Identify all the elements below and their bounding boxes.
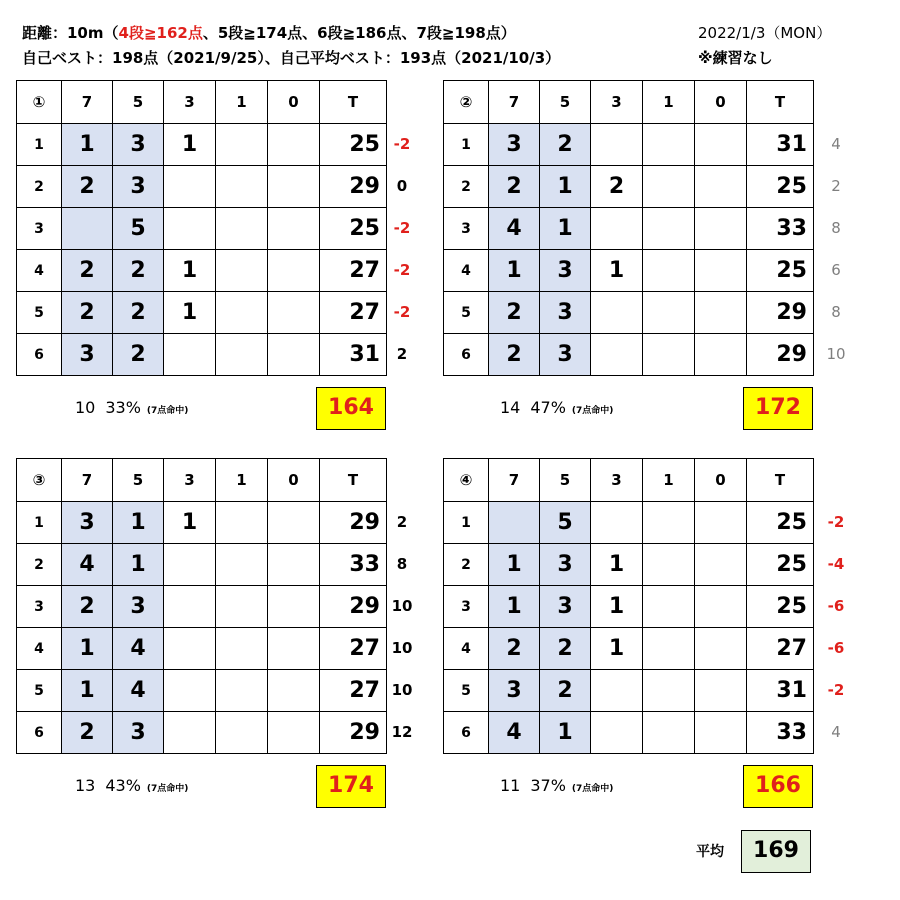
hit-count-c5: 3 <box>540 292 591 334</box>
end-total: 25 <box>320 208 387 250</box>
end-total: 29 <box>747 292 814 334</box>
score-diff: -2 <box>393 219 411 237</box>
table-row <box>17 124 387 166</box>
hit-count-c0 <box>695 292 747 334</box>
practice-note: ※練習なし <box>698 49 773 67</box>
hit-count-c0 <box>695 670 747 712</box>
hit-count-c5: 2 <box>113 250 164 292</box>
hit-count-c1 <box>643 670 695 712</box>
table-row <box>444 208 814 250</box>
hit-count-c1 <box>643 208 695 250</box>
hit-count-c5: 4 <box>113 670 164 712</box>
hit-count-c0 <box>695 586 747 628</box>
hit-count-c5: 2 <box>540 670 591 712</box>
hit-count-c1 <box>216 502 268 544</box>
hit-count-c1 <box>216 544 268 586</box>
score-diff: 10 <box>391 639 413 657</box>
hit-count-c7: 1 <box>62 124 113 166</box>
score-table-2 <box>443 80 814 376</box>
hit-count-c1 <box>216 712 268 754</box>
end-number: 2 <box>444 544 489 586</box>
hit-count-c1 <box>216 208 268 250</box>
end-number: 3 <box>444 586 489 628</box>
table-row <box>444 292 814 334</box>
hit-count-c7: 2 <box>489 334 540 376</box>
hit-count-c3: 1 <box>591 544 643 586</box>
column-header: 5 <box>113 81 164 124</box>
percent-note: (7点命中) <box>571 406 614 416</box>
table-row <box>444 166 814 208</box>
hit-count-c3 <box>591 124 643 166</box>
end-total: 25 <box>747 166 814 208</box>
column-header: 5 <box>540 81 591 124</box>
table-row <box>444 670 814 712</box>
score-diff: 12 <box>391 723 413 741</box>
column-header: 0 <box>268 459 320 502</box>
column-header: 5 <box>113 459 164 502</box>
personal-best-line: 自己ベスト：198点（2021/9/25）、自己平均ベスト：193点（2021/10/3） <box>22 49 561 67</box>
column-header: 7 <box>62 459 113 502</box>
set-total: 164 <box>316 387 386 430</box>
score-diff: 10 <box>826 345 846 363</box>
score-table-4 <box>443 458 814 754</box>
end-total: 29 <box>320 586 387 628</box>
score-table-3 <box>16 458 387 754</box>
column-header: 7 <box>489 81 540 124</box>
column-header: 3 <box>591 459 643 502</box>
end-number: 3 <box>444 208 489 250</box>
end-number: 1 <box>17 502 62 544</box>
hit-count-c5: 5 <box>540 502 591 544</box>
end-total: 25 <box>747 502 814 544</box>
hit-count-c7: 2 <box>62 166 113 208</box>
average-value: 169 <box>741 830 811 873</box>
hit-count-c0 <box>268 502 320 544</box>
score-table-1 <box>16 80 387 376</box>
hit-stats <box>500 398 613 417</box>
score-diff: 10 <box>391 681 413 699</box>
hit-count-c0 <box>268 208 320 250</box>
hit-count-c1 <box>643 334 695 376</box>
hit-stats <box>75 398 188 417</box>
end-number: 1 <box>444 502 489 544</box>
hit-count-c7 <box>62 208 113 250</box>
hit-count-c1 <box>643 502 695 544</box>
seven-hit-count: 14 <box>500 398 521 417</box>
hit-count-c0 <box>695 124 747 166</box>
hit-count-c0 <box>268 250 320 292</box>
end-total: 29 <box>747 334 814 376</box>
hit-count-c3 <box>591 712 643 754</box>
table-row <box>444 124 814 166</box>
end-number: 2 <box>444 166 489 208</box>
table-row <box>444 334 814 376</box>
table-row <box>444 250 814 292</box>
column-header: 1 <box>216 459 268 502</box>
table-row <box>17 586 387 628</box>
hit-count-c5: 1 <box>113 544 164 586</box>
hit-count-c7: 1 <box>489 586 540 628</box>
hit-count-c1 <box>216 292 268 334</box>
hit-count-c5: 2 <box>540 628 591 670</box>
hit-count-c3 <box>591 208 643 250</box>
hit-count-c1 <box>216 250 268 292</box>
end-number: 5 <box>17 670 62 712</box>
score-diff: 2 <box>831 177 841 195</box>
hit-count-c5: 5 <box>113 208 164 250</box>
end-number: 6 <box>17 712 62 754</box>
end-number: 5 <box>17 292 62 334</box>
table-row <box>17 712 387 754</box>
set-label: ④ <box>444 459 489 502</box>
end-total: 25 <box>320 124 387 166</box>
seven-hit-count: 11 <box>500 776 521 795</box>
score-diff: -2 <box>393 135 411 153</box>
table-row <box>444 586 814 628</box>
table-row <box>17 250 387 292</box>
hit-count-c3: 1 <box>591 586 643 628</box>
score-diff: 8 <box>396 555 408 573</box>
score-diff: -6 <box>827 639 845 657</box>
table-row <box>17 208 387 250</box>
hit-count-c1 <box>643 250 695 292</box>
end-number: 6 <box>444 334 489 376</box>
hit-count-c0 <box>268 124 320 166</box>
end-total: 27 <box>747 628 814 670</box>
hit-count-c5: 2 <box>540 124 591 166</box>
hit-count-c1 <box>643 166 695 208</box>
hit-count-c7: 1 <box>489 544 540 586</box>
column-header: 7 <box>489 459 540 502</box>
table-row <box>444 628 814 670</box>
table-row <box>17 670 387 712</box>
hit-count-c5: 1 <box>113 502 164 544</box>
end-total: 33 <box>747 208 814 250</box>
hit-count-c3 <box>164 334 216 376</box>
hit-count-c3 <box>591 334 643 376</box>
hit-count-c0 <box>695 712 747 754</box>
hit-count-c0 <box>268 166 320 208</box>
score-diff: 10 <box>391 597 413 615</box>
score-diff: 6 <box>831 261 841 279</box>
hit-count-c7: 4 <box>489 208 540 250</box>
score-diff: -2 <box>393 261 411 279</box>
end-total: 29 <box>320 502 387 544</box>
end-total: 29 <box>320 166 387 208</box>
hit-count-c5: 3 <box>113 712 164 754</box>
column-header: 0 <box>695 81 747 124</box>
hit-count-c7: 3 <box>62 334 113 376</box>
table-row <box>444 502 814 544</box>
table-row <box>17 334 387 376</box>
column-header: T <box>747 81 814 124</box>
hit-count-c7: 2 <box>489 166 540 208</box>
hit-count-c7: 1 <box>489 250 540 292</box>
score-diff: 8 <box>831 303 841 321</box>
end-total: 31 <box>747 670 814 712</box>
hit-count-c0 <box>695 208 747 250</box>
hit-count-c0 <box>695 544 747 586</box>
score-diff: 2 <box>396 345 408 363</box>
end-total: 31 <box>320 334 387 376</box>
hit-count-c5: 3 <box>540 334 591 376</box>
set-total: 166 <box>743 765 813 808</box>
hit-count-c3: 1 <box>164 502 216 544</box>
hit-count-c3 <box>164 670 216 712</box>
end-total: 27 <box>320 250 387 292</box>
hit-count-c3: 1 <box>164 250 216 292</box>
score-diff: 8 <box>831 219 841 237</box>
hit-count-c1 <box>216 670 268 712</box>
set-label: ③ <box>17 459 62 502</box>
average-label: 平均 <box>696 844 724 860</box>
seven-hit-count: 10 <box>75 398 96 417</box>
end-number: 4 <box>444 628 489 670</box>
end-total: 25 <box>747 586 814 628</box>
hit-count-c0 <box>268 712 320 754</box>
column-header: 3 <box>164 81 216 124</box>
hit-count-c0 <box>695 502 747 544</box>
dan-thresholds: 、5段≧174点、6段≧186点、7段≧198点） <box>202 24 516 42</box>
end-number: 2 <box>17 544 62 586</box>
score-diff: 0 <box>396 177 408 195</box>
hit-count-c5: 1 <box>540 712 591 754</box>
score-diff: -4 <box>827 555 845 573</box>
hit-count-c1 <box>643 544 695 586</box>
end-number: 1 <box>444 124 489 166</box>
hit-count-c7: 2 <box>62 712 113 754</box>
hit-count-c0 <box>268 670 320 712</box>
table-row <box>17 502 387 544</box>
table-row <box>444 712 814 754</box>
score-diff: 4 <box>831 723 841 741</box>
score-diff: -6 <box>827 597 845 615</box>
score-diff: -2 <box>827 513 845 531</box>
score-diff: 2 <box>396 513 408 531</box>
hit-stats <box>75 776 188 795</box>
table-row <box>17 628 387 670</box>
table-row <box>17 292 387 334</box>
column-header: 0 <box>695 459 747 502</box>
hit-count-c3 <box>591 502 643 544</box>
hit-count-c1 <box>216 628 268 670</box>
hit-count-c0 <box>695 334 747 376</box>
end-total: 25 <box>747 250 814 292</box>
hit-count-c7: 2 <box>489 628 540 670</box>
hit-count-c3 <box>591 292 643 334</box>
percent-note: (7点命中) <box>146 784 189 794</box>
table-row <box>17 166 387 208</box>
percent-note: (7点命中) <box>571 784 614 794</box>
column-header: 1 <box>643 459 695 502</box>
hit-count-c1 <box>643 628 695 670</box>
set-total: 172 <box>743 387 813 430</box>
hit-count-c3: 1 <box>591 628 643 670</box>
hit-count-c1 <box>643 292 695 334</box>
hit-count-c0 <box>695 628 747 670</box>
hit-count-c5: 2 <box>113 292 164 334</box>
end-number: 4 <box>17 250 62 292</box>
hit-count-c7: 3 <box>62 502 113 544</box>
hit-count-c3: 1 <box>164 292 216 334</box>
hit-count-c7: 1 <box>62 670 113 712</box>
end-number: 4 <box>444 250 489 292</box>
set-label: ① <box>17 81 62 124</box>
hit-count-c7 <box>489 502 540 544</box>
hit-count-c1 <box>216 586 268 628</box>
hit-count-c3 <box>591 670 643 712</box>
column-header: T <box>320 459 387 502</box>
end-total: 31 <box>747 124 814 166</box>
hit-count-c0 <box>695 250 747 292</box>
end-total: 33 <box>747 712 814 754</box>
set-total: 174 <box>316 765 386 808</box>
seven-hit-percent: 37% <box>530 776 566 795</box>
column-header: 5 <box>540 459 591 502</box>
hit-count-c1 <box>643 124 695 166</box>
hit-count-c5: 3 <box>540 544 591 586</box>
hit-count-c7: 3 <box>489 670 540 712</box>
hit-count-c1 <box>216 166 268 208</box>
end-total: 27 <box>320 292 387 334</box>
hit-count-c0 <box>268 628 320 670</box>
end-number: 4 <box>17 628 62 670</box>
seven-hit-count: 13 <box>75 776 96 795</box>
hit-count-c3: 1 <box>591 250 643 292</box>
hit-count-c3: 2 <box>591 166 643 208</box>
table-row <box>444 544 814 586</box>
hit-count-c1 <box>216 334 268 376</box>
distance-header <box>22 22 516 43</box>
hit-count-c5: 4 <box>113 628 164 670</box>
hit-count-c1 <box>643 712 695 754</box>
hit-count-c5: 2 <box>113 334 164 376</box>
end-total: 25 <box>747 544 814 586</box>
hit-stats <box>500 776 613 795</box>
hit-count-c3 <box>164 712 216 754</box>
column-header: 1 <box>643 81 695 124</box>
hit-count-c3 <box>164 544 216 586</box>
seven-hit-percent: 47% <box>530 398 566 417</box>
hit-count-c7: 1 <box>62 628 113 670</box>
end-number: 1 <box>17 124 62 166</box>
hit-count-c5: 3 <box>540 250 591 292</box>
hit-count-c0 <box>268 334 320 376</box>
column-header: T <box>320 81 387 124</box>
hit-count-c0 <box>695 166 747 208</box>
seven-hit-percent: 43% <box>105 776 141 795</box>
column-header: T <box>747 459 814 502</box>
hit-count-c7: 4 <box>489 712 540 754</box>
score-diff: -2 <box>393 303 411 321</box>
end-number: 3 <box>17 208 62 250</box>
hit-count-c0 <box>268 292 320 334</box>
table-row <box>17 544 387 586</box>
hit-count-c3 <box>164 586 216 628</box>
hit-count-c7: 4 <box>62 544 113 586</box>
hit-count-c7: 2 <box>62 292 113 334</box>
hit-count-c0 <box>268 586 320 628</box>
set-label: ② <box>444 81 489 124</box>
hit-count-c7: 2 <box>489 292 540 334</box>
hit-count-c1 <box>216 124 268 166</box>
hit-count-c5: 3 <box>540 586 591 628</box>
end-number: 2 <box>17 166 62 208</box>
hit-count-c5: 1 <box>540 208 591 250</box>
hit-count-c3: 1 <box>164 124 216 166</box>
column-header: 1 <box>216 81 268 124</box>
hit-count-c5: 3 <box>113 586 164 628</box>
end-number: 5 <box>444 670 489 712</box>
hit-count-c7: 2 <box>62 250 113 292</box>
hit-count-c7: 3 <box>489 124 540 166</box>
end-total: 27 <box>320 670 387 712</box>
hit-count-c3 <box>164 166 216 208</box>
hit-count-c7: 2 <box>62 586 113 628</box>
hit-count-c1 <box>643 586 695 628</box>
date-label: 2022/1/3（MON） <box>698 24 832 42</box>
distance-prefix: 距離：10m（ <box>22 24 119 42</box>
end-total: 33 <box>320 544 387 586</box>
hit-count-c3 <box>164 208 216 250</box>
end-number: 3 <box>17 586 62 628</box>
percent-note: (7点命中) <box>146 406 189 416</box>
hit-count-c5: 1 <box>540 166 591 208</box>
end-total: 27 <box>320 628 387 670</box>
column-header: 3 <box>591 81 643 124</box>
end-total: 29 <box>320 712 387 754</box>
column-header: 3 <box>164 459 216 502</box>
dan4-threshold: 4段≧162点 <box>118 24 203 42</box>
column-header: 0 <box>268 81 320 124</box>
end-number: 6 <box>17 334 62 376</box>
column-header: 7 <box>62 81 113 124</box>
hit-count-c5: 3 <box>113 166 164 208</box>
score-diff: -2 <box>827 681 845 699</box>
end-number: 5 <box>444 292 489 334</box>
hit-count-c3 <box>164 628 216 670</box>
seven-hit-percent: 33% <box>105 398 141 417</box>
score-diff: 4 <box>831 135 841 153</box>
hit-count-c5: 3 <box>113 124 164 166</box>
hit-count-c0 <box>268 544 320 586</box>
end-number: 6 <box>444 712 489 754</box>
